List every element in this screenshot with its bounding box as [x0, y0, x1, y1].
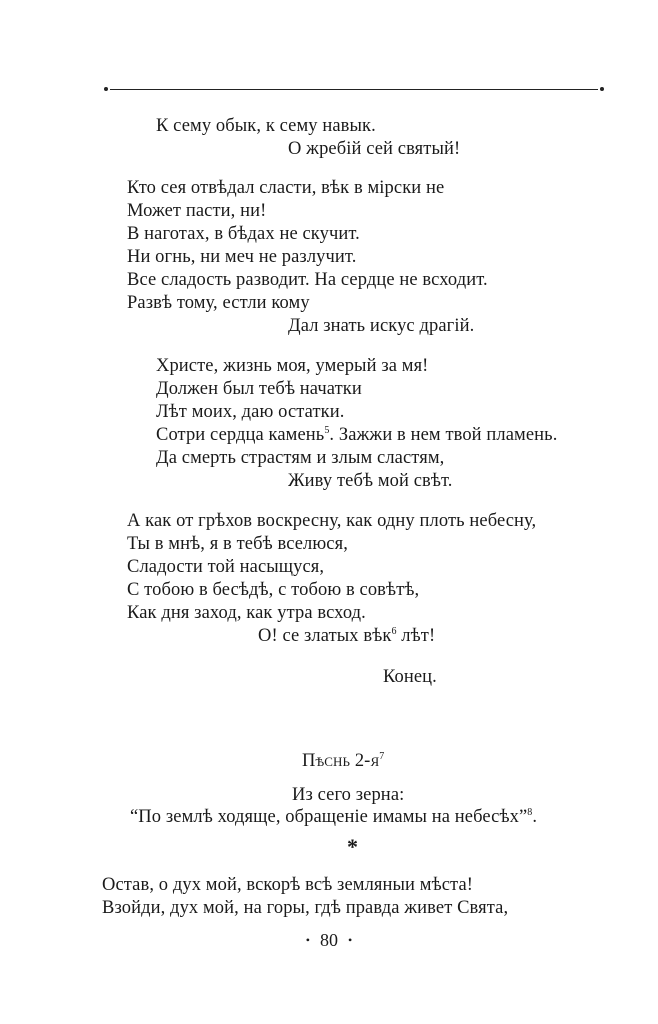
- verse-text: Сотри сердца камень: [156, 425, 325, 445]
- rule-line: [110, 89, 598, 90]
- verse-line: Живу тебѣ мой свѣт.: [288, 471, 453, 491]
- verse-line: Да смерть страстям и злым сластям,: [156, 448, 445, 468]
- verse-line: С тобою в бесѣдѣ, с тобою в совѣтѣ,: [127, 580, 420, 600]
- verse-line: Как дня заход, как утра всход.: [127, 603, 366, 623]
- verse-line: В наготах, в бѣдах не скучит.: [127, 224, 360, 244]
- verse-line: Кто сея отвѣдал сласти, вѣк в мірски не: [127, 178, 445, 198]
- verse-line: Лѣт моих, даю остатки.: [156, 402, 345, 422]
- verse-line: Развѣ тому, естли кому: [127, 293, 310, 313]
- asterism: *: [347, 834, 359, 859]
- footnote-ref: 7: [379, 750, 385, 762]
- verse-line: Дал знать искус драгій.: [288, 316, 475, 336]
- verse-line: Все сладость разводит. На сердце не всходит.: [127, 270, 488, 290]
- verse-text: О! се златых вѣк: [258, 626, 392, 646]
- bullet-icon: •: [348, 933, 353, 947]
- song-subtitle: Из сего зерна:: [292, 785, 405, 805]
- song-title-text: Пѣснь 2-я: [302, 751, 380, 771]
- verse-line: Ни огнь, ни меч не разлучит.: [127, 247, 357, 267]
- footnote-ref: 5: [324, 424, 330, 436]
- song-title: [302, 750, 384, 772]
- verse-line: [156, 424, 557, 446]
- verse-line: К сему обык, к сему навык.: [156, 116, 376, 136]
- verse-text: лѣт!: [396, 626, 436, 646]
- rule-dot-left: [104, 87, 108, 91]
- verse-line: Сладости той насыщуся,: [127, 557, 325, 577]
- verse-line: Взойди, дух мой, на горы, гдѣ правда живет Свята,: [102, 898, 509, 918]
- page-number: [0, 930, 658, 951]
- verse-line: [258, 625, 435, 647]
- verse-line: Ты в мнѣ, я в тебѣ вселюся,: [127, 534, 348, 554]
- verse-line: Остав, о дух мой, вскорѣ всѣ земляныи мѣста!: [102, 875, 474, 895]
- verse-line: Должен был тебѣ начатки: [156, 379, 362, 399]
- header-rule: [104, 87, 604, 91]
- page-number-text: 80: [320, 930, 338, 950]
- epigraph-text: “По землѣ ходяще, обращеніе имамы на небесѣх”: [130, 807, 528, 827]
- verse-line: О жребій сей святый!: [288, 139, 461, 159]
- verse-line: Христе, жизнь моя, умерый за мя!: [156, 356, 429, 376]
- footnote-ref: 6: [391, 625, 397, 637]
- verse-text: . Зажжи в нем твой пламень.: [329, 425, 558, 445]
- verse-line: Может пасти, ни!: [127, 201, 267, 221]
- verse-line: А как от грѣхов воскресну, как одну плоть небесну,: [127, 511, 537, 531]
- epigraph: [130, 806, 537, 828]
- epigraph-end: .: [532, 807, 538, 827]
- footnote-ref: 8: [527, 806, 533, 818]
- bullet-icon: •: [305, 933, 310, 947]
- rule-dot-right: [600, 87, 604, 91]
- end-marker: Конец.: [383, 667, 437, 687]
